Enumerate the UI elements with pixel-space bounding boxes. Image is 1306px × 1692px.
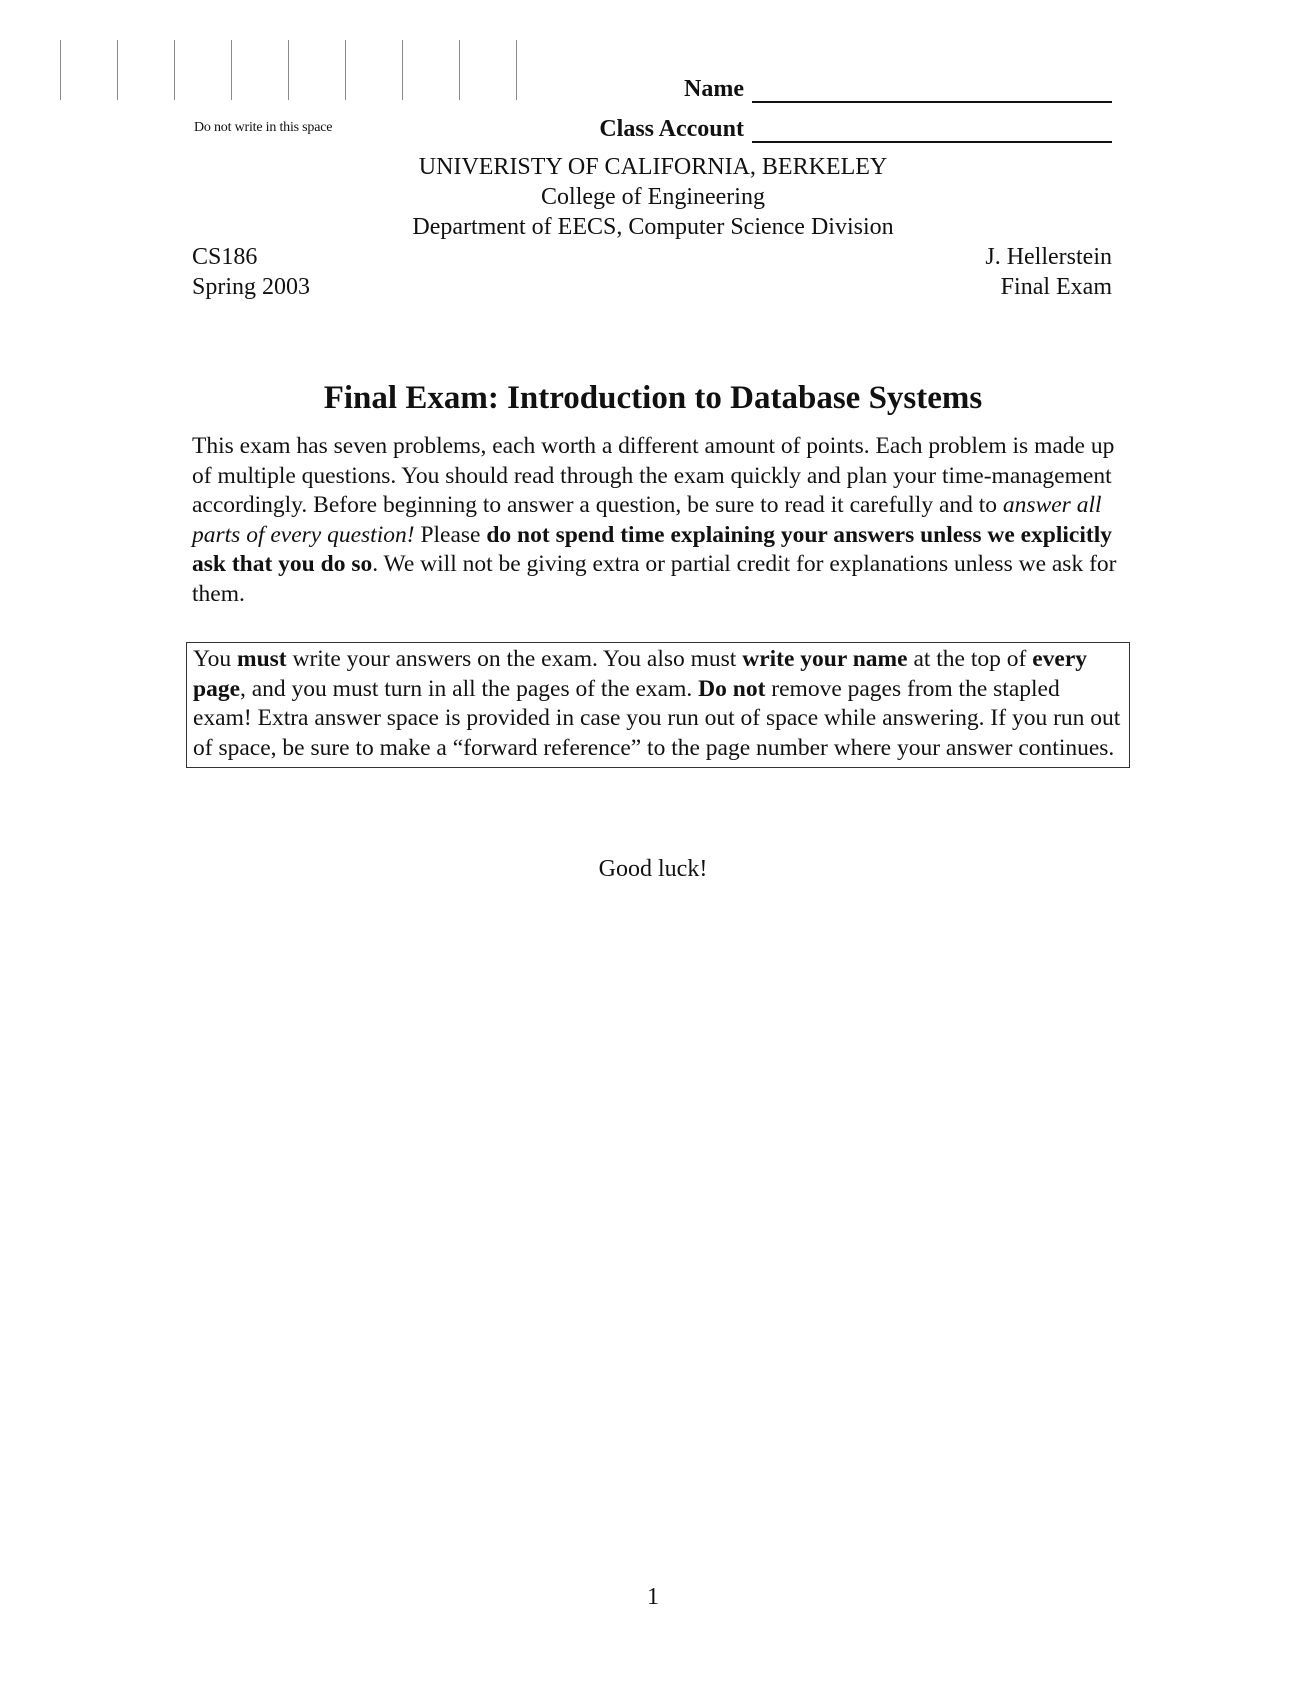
notice-text: , and you must turn in all the pages of the exam. <box>240 675 699 702</box>
intro-bold-text: do not spend time explaining your answers unless we explicitly ask that you do so <box>192 521 1113 577</box>
score-tally-marks <box>60 40 530 100</box>
course-term: Spring 2003 <box>192 274 311 300</box>
name-blank-line <box>752 81 1112 103</box>
notice-text: You <box>193 646 237 672</box>
exam-title: Final Exam: Introduction to Database Systems <box>323 380 983 416</box>
college-name: College of Engineering <box>541 184 765 210</box>
page-number: 1 <box>647 1584 659 1610</box>
notice-bold-text: write your name <box>742 646 908 672</box>
score-tick <box>459 40 460 100</box>
score-tick <box>60 40 61 100</box>
score-tick <box>174 40 175 100</box>
class-account-blank-line <box>752 121 1112 143</box>
notice-text: write your answers on the exam. You also must <box>286 646 743 672</box>
name-label: Name <box>684 76 744 102</box>
exam-type: Final Exam <box>1000 274 1112 300</box>
university-name: UNIVERISTY OF CALIFORNIA, BERKELEY <box>418 154 888 180</box>
intro-text: . We will not be giving extra or partial credit for explanations unless we ask for them. <box>192 551 1117 607</box>
do-not-write-note: Do not write in this space <box>194 120 333 135</box>
department-name: Department of EECS, Computer Science Division <box>412 214 894 240</box>
course-code: CS186 <box>192 244 258 270</box>
score-tick <box>117 40 118 100</box>
intro-text: Please <box>414 521 487 548</box>
notice-bold-text: every page <box>193 646 1088 702</box>
score-tick <box>402 40 403 100</box>
score-tick <box>288 40 289 100</box>
intro-italic-text: answer all parts of every question! <box>192 492 1102 548</box>
notice-bold-text: Do not <box>698 675 766 702</box>
intro-text: This exam has seven problems, each worth a different amount of points. Each problem is made up of multiple questions. You should read through the exam quickly and plan your time-management accordingly. Before beginning to answer a question, be sure to read it carefully and to <box>192 433 1115 518</box>
instructor-name: J. Hellerstein <box>985 244 1112 270</box>
notice-text: remove pages from the stapled exam! Extra answer space is provided in case you run out of space while answering. If you run out of space, be sure to make a “forward reference” to the page number where your answer continues. <box>193 675 1121 761</box>
closing-message: Good luck! <box>598 856 708 882</box>
name-field <box>500 76 1112 103</box>
notice-text: at the top of <box>907 646 1033 672</box>
notice-bold-text: must <box>237 646 287 672</box>
instructions-paragraph <box>192 432 1122 609</box>
score-tick <box>345 40 346 100</box>
notice-box <box>186 642 1130 768</box>
score-tick <box>231 40 232 100</box>
class-account-label: Class Account <box>599 116 744 142</box>
class-account-field <box>500 116 1112 143</box>
